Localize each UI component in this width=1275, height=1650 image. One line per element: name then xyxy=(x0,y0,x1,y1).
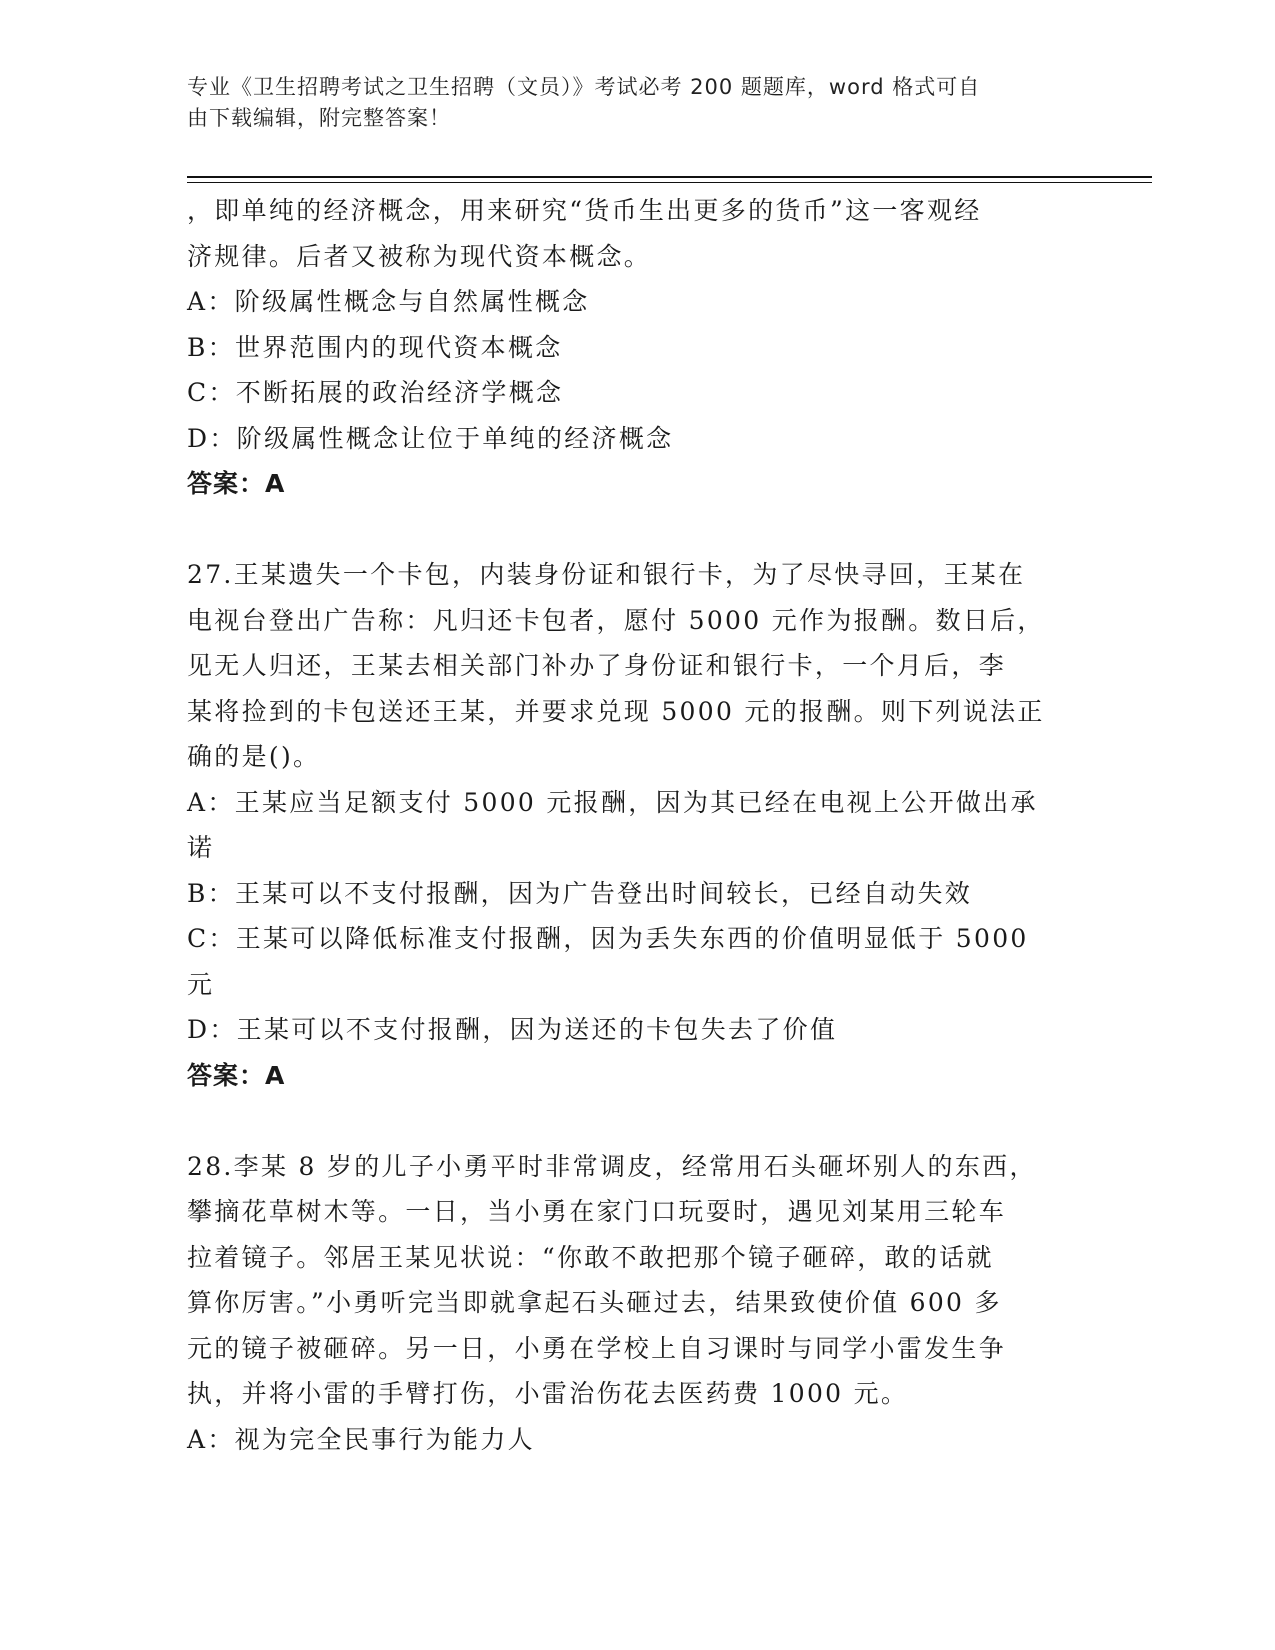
question-text-line: 拉着镜子。邻居王某见状说：“你敢不敢把那个镜子砸碎，敢的话就 xyxy=(187,1242,994,1272)
question-text-line: 27.王某遗失一个卡包，内装身份证和银行卡，为了尽快寻回，王某在 xyxy=(187,560,1026,589)
question-text-line: 见无人归还，王某去相关部门补办了身份证和银行卡，一个月后，李 xyxy=(187,651,1007,680)
document-body xyxy=(187,188,1087,1462)
option-b: B：王某可以不支付报酬，因为广告登出时间较长，已经自动失效 xyxy=(187,878,973,908)
header-rule-thick xyxy=(187,176,1152,178)
question-text-line: 济规律。后者又被称为现代资本概念。 xyxy=(187,241,652,271)
question-text-line: 元的镜子被砸碎。另一日，小勇在学校上自习课时与同学小雷发生争 xyxy=(187,1333,1007,1363)
option-d: D：阶级属性概念让位于单纯的经济概念 xyxy=(187,423,674,453)
question-text-line: 攀摘花草树木等。一日，当小勇在家门口玩耍时，遇见刘某用三轮车 xyxy=(187,1197,1007,1226)
question-gap xyxy=(187,507,1087,553)
question-text-line: 确的是()。 xyxy=(187,742,321,771)
question-27 xyxy=(187,552,1087,1098)
header-line-2: 由下载编辑，附完整答案！ xyxy=(187,106,451,130)
question-26 xyxy=(187,188,1087,507)
question-gap xyxy=(187,1098,1087,1144)
option-b: B：世界范围内的现代资本概念 xyxy=(187,332,563,362)
question-text-line: ，即单纯的经济概念，用来研究“货币生出更多的货币”这一客观经 xyxy=(187,196,982,225)
option-c: C：王某可以降低标准支付报酬，因为丢失东西的价值明显低于 5000 xyxy=(187,924,1029,953)
question-text-line: 28.李某 8 岁的儿子小勇平时非常调皮，经常用石头砸坏别人的东西， xyxy=(187,1151,1037,1181)
option-a: A：阶级属性概念与自然属性概念 xyxy=(187,287,590,316)
option-a-continued: 诺 xyxy=(187,833,215,862)
option-c-continued: 元 xyxy=(187,969,215,999)
question-text-line: 电视台登出广告称：凡归还卡包者，愿付 5000 元作为报酬。数日后， xyxy=(187,605,1045,635)
option-a: A：王某应当足额支付 5000 元报酬，因为其已经在电视上公开做出承 xyxy=(187,787,1038,817)
option-a: A：视为完全民事行为能力人 xyxy=(187,1424,535,1454)
question-text-line: 算你厉害。”小勇听完当即就拿起石头砸过去，结果致使价值 600 多 xyxy=(187,1288,1002,1317)
option-c: C：不断拓展的政治经济学概念 xyxy=(187,378,564,407)
answer-line: 答案：A xyxy=(187,1060,286,1090)
answer-line: 答案：A xyxy=(187,469,286,498)
page-header xyxy=(187,72,1067,134)
question-text-line: 某将捡到的卡包送还王某，并要求兑现 5000 元的报酬。则下列说法正 xyxy=(187,696,1045,726)
question-text-line: 执，并将小雷的手臂打伤，小雷治伤花去医药费 1000 元。 xyxy=(187,1379,909,1408)
header-line-1: 专业《卫生招聘考试之卫生招聘（文员）》考试必考 200 题题库，word 格式可自 xyxy=(187,75,981,99)
question-28 xyxy=(187,1144,1087,1463)
header-rule-thin xyxy=(187,182,1152,183)
option-d: D：王某可以不支付报酬，因为送还的卡包失去了价值 xyxy=(187,1015,838,1044)
